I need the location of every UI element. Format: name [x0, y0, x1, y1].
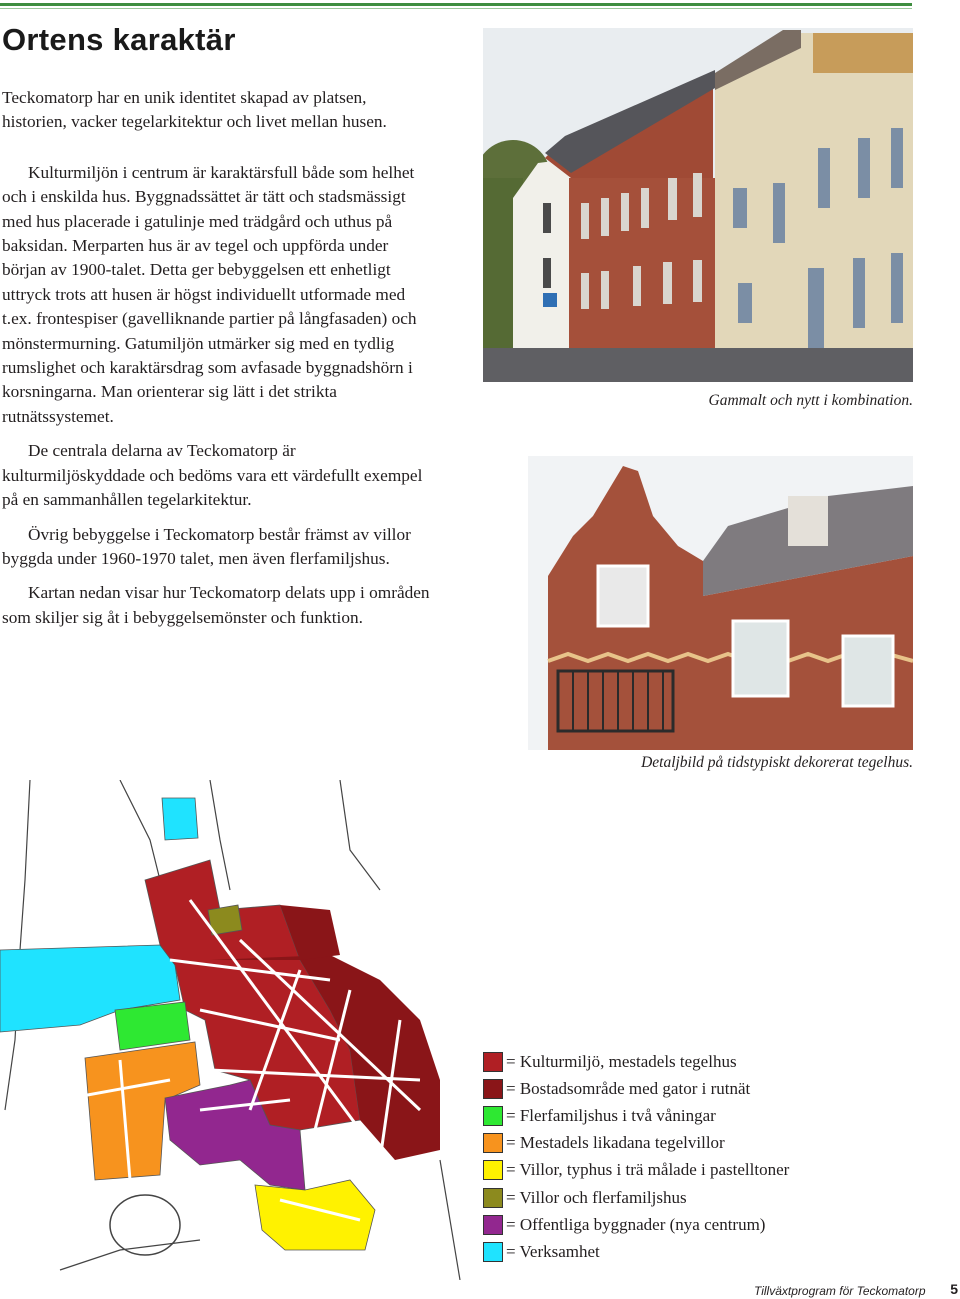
page-number: 5: [950, 1281, 958, 1297]
legend-label: = Kulturmiljö, mestadels tegelhus: [506, 1051, 737, 1071]
footer-publication: Tillväxtprogram för Teckomatorp: [754, 1284, 926, 1298]
legend-swatch: [483, 1052, 503, 1072]
legend-item-flerfamiljshus: [483, 1102, 789, 1129]
legend-label: = Verksamhet: [506, 1241, 600, 1261]
legend-item-offentliga: [483, 1211, 789, 1238]
legend-label: = Flerfamiljshus i två våningar: [506, 1105, 716, 1125]
photo-brick-detail: [528, 456, 913, 750]
legend-item-verksamhet: [483, 1238, 789, 1265]
legend-label: = Bostadsområde med gator i rutnät: [506, 1078, 751, 1098]
paragraph-ovrig-bebyggelse: Övrig bebyggelse i Teckomatorp består främst av villor byggda under 1960-1970 talet, men även flerfamiljshus.: [2, 524, 411, 568]
top-rule-thin: [0, 8, 912, 9]
legend-swatch: [483, 1215, 503, 1235]
legend-label: = Villor, typhus i trä målade i pastelltoner: [506, 1160, 790, 1180]
photo-caption-2: Detaljbild på tidstypiskt dekorerat tegelhus.: [641, 754, 913, 771]
page-title: Ortens karaktär: [2, 22, 236, 57]
legend-item-villor-typhus: [483, 1157, 789, 1184]
legend-label: = Villor och flerfamiljshus: [506, 1187, 687, 1207]
legend-item-kulturmiljo: [483, 1048, 789, 1075]
legend-swatch: [483, 1242, 503, 1262]
legend-swatch: [483, 1133, 503, 1153]
paragraph-centrala-delar: De centrala delarna av Teckomatorp är kulturmiljöskyddade och bedöms vara ett värdefullt exempel på en sammanhållen tegelarkitektur.: [2, 441, 423, 510]
map-legend: [483, 1048, 789, 1266]
legend-swatch: [483, 1079, 503, 1099]
body-text: [2, 86, 434, 640]
legend-item-tegelvillor: [483, 1130, 789, 1157]
legend-label: = Mestadels likadana tegelvillor: [506, 1133, 725, 1153]
legend-swatch: [483, 1106, 503, 1126]
legend-item-villor-flerfamiljshus: [483, 1184, 789, 1211]
legend-swatch: [483, 1188, 503, 1208]
legend-swatch: [483, 1160, 503, 1180]
photo-caption-1: Gammalt och nytt i kombination.: [708, 392, 913, 409]
area-map: [0, 780, 470, 1285]
paragraph-intro: Teckomatorp har en unik identitet skapad av platsen, historien, vacker tegelarkitektur och livet mellan husen.: [2, 88, 387, 132]
paragraph-kulturmiljo: Kulturmiljön i centrum är karaktärsfull både som helhet och i enskilda hus. Byggnadssättet är tätt och stadsmässigt med hus placerade i gatulinje med trädgård och uthus på baksidan. Merparten hus är av tegel och uppförda under början av 1900-talet. Detta ger bebyggelsen ett enhetligt uttryck trots att husen är högst individuellt utformade med t.ex. frontespiser (gavelliknande partier på långfasaden) och mönstermurning. Gatumiljön utmärker sig med en tydlig rumslighet och karaktärsdrag som avfasade byggnadshörn i korsningarna. Man orienterar sig lätt i det strikta rutnätssystemet.: [2, 162, 417, 426]
paragraph-kartan: Kartan nedan visar hur Teckomatorp delats upp i områden som skiljer sig åt i bebyggelsemönster och funktion.: [2, 583, 430, 627]
legend-label: = Offentliga byggnader (nya centrum): [506, 1214, 766, 1234]
legend-item-bostadsomrade: [483, 1075, 789, 1102]
top-rule: [0, 3, 912, 6]
photo-street-buildings: [483, 28, 913, 382]
